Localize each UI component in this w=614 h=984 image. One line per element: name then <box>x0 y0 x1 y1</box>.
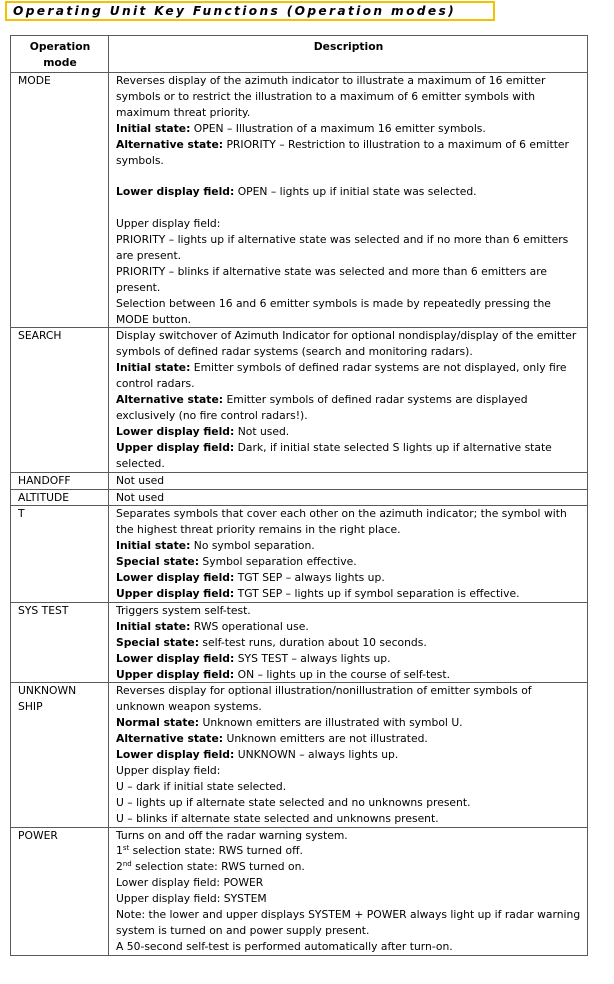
description-line <box>116 570 581 586</box>
document-title: Operating Unit Key Functions (Operation modes) <box>13 4 457 18</box>
line-text: Unknown emitters are illustrated with symbol U. <box>199 716 463 730</box>
description-line <box>116 538 581 554</box>
description-line <box>116 875 581 891</box>
operation-mode-cell: SYS TEST <box>11 602 109 683</box>
state-label: Upper display field: <box>116 667 235 681</box>
description-line <box>116 184 581 200</box>
operation-mode-cell: SEARCH <box>11 328 109 472</box>
ordinal-number: 1 <box>116 844 123 858</box>
description-line <box>116 795 581 811</box>
line-text: Reverses display of the azimuth indicator to illustrate a maximum of 16 emitter symbols or to restrict the illustration to a maximum of 6 emitter symbols with maximum threat priority. <box>116 74 546 119</box>
description-line <box>116 603 581 619</box>
description-line <box>116 473 581 489</box>
line-text: A 50-second self-test is performed automatically after turn-on. <box>116 939 453 953</box>
ordinal-suffix: st <box>122 844 130 853</box>
description-line <box>116 891 581 907</box>
description-cell <box>109 683 588 827</box>
description-line <box>116 763 581 779</box>
description-line <box>116 859 581 875</box>
line-text: RWS operational use. <box>190 619 309 633</box>
line-text: Dark, if initial state selected S lights up if alternative state selected. <box>116 440 552 470</box>
line-text: U – lights up if alternate state selected and no unknowns present. <box>116 795 471 809</box>
description-line <box>116 264 581 296</box>
operation-mode-cell: MODE <box>11 73 109 328</box>
description-line <box>116 811 581 827</box>
description-line <box>116 440 581 472</box>
description-line <box>116 216 581 232</box>
line-text: UNKNOWN – always lights up. <box>234 748 399 762</box>
line-text: Emitter symbols of defined radar systems are not displayed, only fire control radars. <box>116 361 567 391</box>
state-label: Normal state: <box>116 716 200 730</box>
description-line <box>116 121 581 137</box>
blank-line <box>116 168 581 184</box>
line-text: Not used. <box>234 424 290 438</box>
table-row <box>11 73 588 328</box>
table-row <box>11 489 588 506</box>
line-text: selection state: RWS turned on. <box>131 860 305 874</box>
line-text: selection state: RWS turned off. <box>129 844 303 858</box>
line-text: No symbol separation. <box>190 539 315 553</box>
line-text: Reverses display for optional illustration/nonillustration of emitter symbols of unknown weapon systems. <box>116 684 532 714</box>
description-cell <box>109 827 588 955</box>
description-cell <box>109 489 588 506</box>
description-line <box>116 731 581 747</box>
line-text: PRIORITY – Restriction to illustration to a maximum of 6 emitter symbols. <box>116 137 569 167</box>
state-label: Alternative state: <box>116 732 224 746</box>
description-cell <box>109 602 588 683</box>
description-line <box>116 715 581 731</box>
line-text: U – blinks if alternate state selected and unknowns present. <box>116 811 439 825</box>
line-text: ON – lights up in the course of self-test. <box>234 667 451 681</box>
description-line <box>116 296 581 328</box>
table-row <box>11 602 588 683</box>
description-line <box>116 137 581 169</box>
line-text: U – dark if initial state selected. <box>116 779 287 793</box>
line-text: Turns on and off the radar warning system. <box>116 828 348 842</box>
state-label: Alternative state: <box>116 393 224 407</box>
state-label: Special state: <box>116 555 199 569</box>
operation-mode-cell: T <box>11 506 109 602</box>
operation-mode-cell: UNKNOWN SHIP <box>11 683 109 827</box>
state-label: Initial state: <box>116 619 191 633</box>
state-label: Lower display field: <box>116 571 235 585</box>
state-label: Initial state: <box>116 121 191 135</box>
line-text: Triggers system self-test. <box>116 603 251 617</box>
line-text: SYS TEST – always lights up. <box>234 651 391 665</box>
line-text: Separates symbols that cover each other on the azimuth indicator; the symbol with the highest threat priority remains in the right place. <box>116 507 567 537</box>
description-cell <box>109 506 588 602</box>
table-row <box>11 683 588 827</box>
line-text: Symbol separation effective. <box>199 555 357 569</box>
line-text: TGT SEP – always lights up. <box>234 571 385 585</box>
state-label: Initial state: <box>116 539 191 553</box>
state-label: Lower display field: <box>116 185 235 199</box>
description-line <box>116 360 581 392</box>
state-label: Upper display field: <box>116 440 235 454</box>
description-line <box>116 667 581 683</box>
state-label: Initial state: <box>116 361 191 375</box>
operation-mode-cell: POWER <box>11 827 109 955</box>
description-line <box>116 651 581 667</box>
description-line <box>116 779 581 795</box>
table-row <box>11 827 588 955</box>
state-label: Lower display field: <box>116 651 235 665</box>
description-line <box>116 490 581 506</box>
ordinal-number: 2 <box>116 860 123 874</box>
table-body <box>11 73 588 956</box>
state-label: Lower display field: <box>116 424 235 438</box>
line-text: Selection between 16 and 6 emitter symbols is made by repeatedly pressing the MODE button. <box>116 296 551 326</box>
description-line <box>116 424 581 440</box>
description-line <box>116 586 581 602</box>
description-cell <box>109 472 588 489</box>
state-label: Alternative state: <box>116 137 224 151</box>
line-text: OPEN – lights up if initial state was selected. <box>234 185 477 199</box>
description-line <box>116 392 581 424</box>
description-line <box>116 635 581 651</box>
line-text: TGT SEP – lights up if symbol separation is effective. <box>234 586 520 600</box>
line-text: Note: the lower and upper displays SYSTEM + POWER always light up if radar warning system is turned on and power supply present. <box>116 908 581 937</box>
state-label: Lower display field: <box>116 748 235 762</box>
table-row <box>11 506 588 602</box>
description-line <box>116 232 581 264</box>
line-text: OPEN – Illustration of a maximum 16 emitter symbols. <box>190 121 486 135</box>
line-text: Emitter symbols of defined radar systems are displayed exclusively (no fire control radars!). <box>116 393 528 422</box>
description-line <box>116 328 581 360</box>
line-text: PRIORITY – blinks if alternative state was selected and more than 6 emitters are present. <box>116 264 548 294</box>
line-text: Upper display field: <box>116 217 221 231</box>
state-label: Special state: <box>116 635 199 649</box>
line-text: Upper display field: <box>116 763 221 777</box>
line-text: Upper display field: SYSTEM <box>116 892 267 906</box>
description-cell <box>109 328 588 472</box>
line-text: Not used <box>116 490 165 504</box>
line-text: Lower display field: POWER <box>116 876 264 890</box>
state-label: Upper display field: <box>116 586 235 600</box>
table-header-row <box>11 36 588 73</box>
table-row <box>11 328 588 472</box>
line-text: PRIORITY – lights up if alternative state was selected and if no more than 6 emitters are present. <box>116 233 569 262</box>
header-description: Description <box>109 36 588 73</box>
ordinal-suffix: nd <box>122 860 132 869</box>
key-functions-table <box>10 35 588 956</box>
description-line <box>116 619 581 635</box>
document-title-box <box>5 1 495 21</box>
description-line <box>116 73 581 121</box>
description-line <box>116 828 581 844</box>
description-cell <box>109 73 588 328</box>
description-line <box>116 554 581 570</box>
blank-line <box>116 200 581 216</box>
line-text: Unknown emitters are not illustrated. <box>223 732 428 746</box>
description-line <box>116 843 581 859</box>
description-line <box>116 907 581 939</box>
description-line <box>116 683 581 715</box>
description-line <box>116 747 581 763</box>
description-line <box>116 939 581 955</box>
operation-mode-cell: ALTITUDE <box>11 489 109 506</box>
line-text: Not used <box>116 473 165 487</box>
line-text: Display switchover of Azimuth Indicator for optional nondisplay/display of the emitter symbols of defined radar systems (search and monitoring radars). <box>116 329 577 359</box>
header-operation-mode: Operation mode <box>11 36 109 73</box>
operation-mode-cell: HANDOFF <box>11 472 109 489</box>
description-line <box>116 506 581 538</box>
table-row <box>11 472 588 489</box>
line-text: self-test runs, duration about 10 seconds. <box>199 635 427 649</box>
